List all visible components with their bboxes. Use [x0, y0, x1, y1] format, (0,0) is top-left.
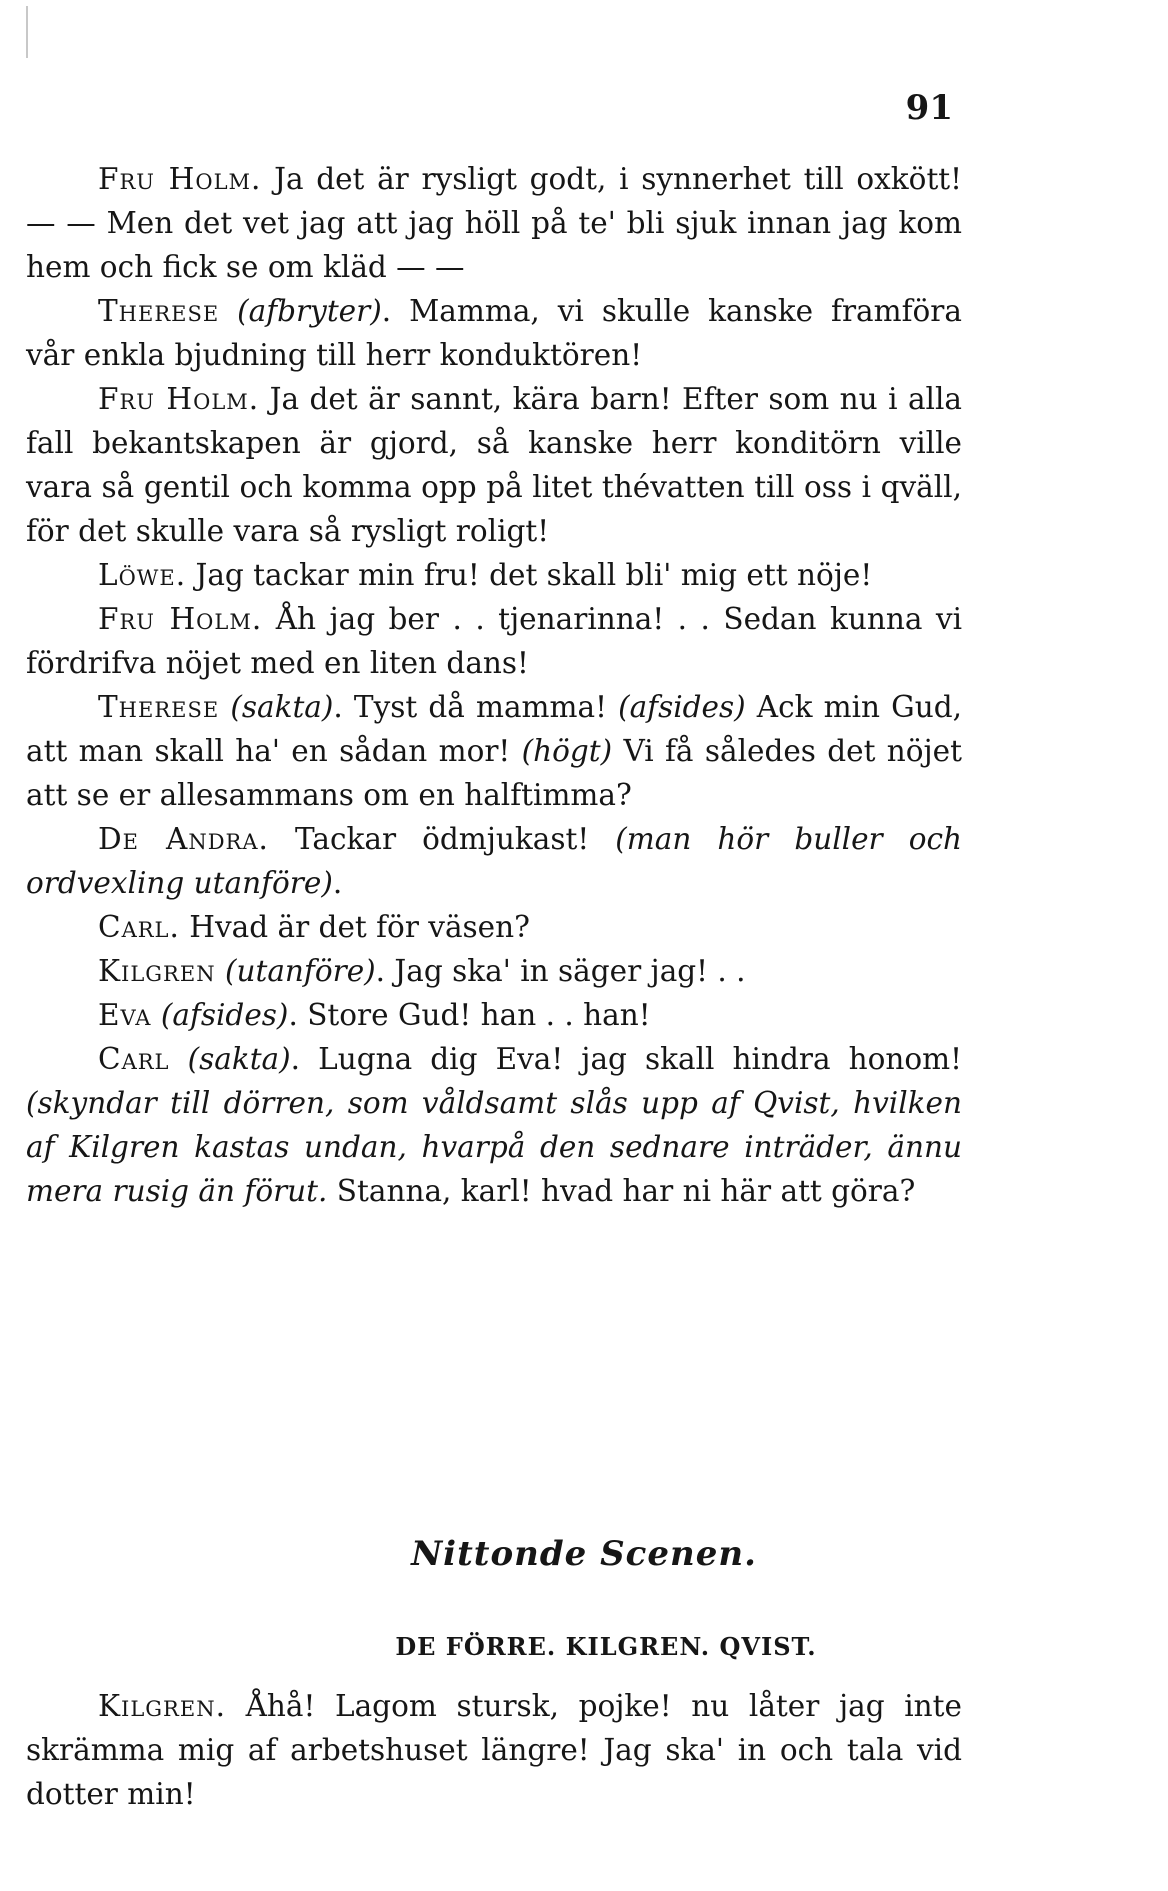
dialogue-paragraph	[26, 1037, 962, 1213]
dialogue-paragraph	[26, 289, 962, 377]
stage-direction: (sakta)	[230, 690, 334, 724]
stage-direction: (afsides)	[618, 690, 746, 724]
scene-title: Nittonde Scenen.	[411, 1534, 757, 1574]
speaker-name: Fru Holm.	[98, 162, 262, 196]
stage-direction: (utanföre)	[224, 954, 376, 988]
speaker-name: Therese	[98, 294, 220, 328]
dialogue-line	[219, 294, 237, 328]
stage-direction: (afsides)	[160, 998, 289, 1032]
dialogue-paragraph	[26, 817, 962, 905]
speaker-name: Fru Holm.	[98, 382, 260, 416]
stage-direction: (afbryter)	[237, 294, 382, 328]
dialogue-line: Ack min Gud, att man skall ha' en sådan mor!	[26, 690, 962, 768]
dialogue-line	[219, 690, 230, 724]
stage-direction: (högt)	[521, 734, 613, 768]
dialogue-paragraph	[26, 597, 962, 685]
speaker-name: Kilgren.	[98, 1689, 226, 1723]
scene-cast-list: DE FÖRRE. KILGREN. QVIST.	[395, 1632, 817, 1661]
speaker-name: Kilgren	[98, 954, 216, 988]
dialogue-paragraph	[26, 377, 962, 553]
dialogue-paragraph	[26, 157, 962, 289]
speaker-name: Löwe.	[98, 558, 187, 592]
stage-direction: (sakta)	[187, 1042, 291, 1076]
dialogue-paragraph	[26, 905, 962, 949]
dialogue-line: Ja det är sannt, kära barn! Efter som nu i alla fall bekantskapen är gjord, så kanske herr konditörn ville vara så gentil och komma opp på litet thévatten till oss i qväll, för det skulle vara så rysligt roligt!	[26, 382, 962, 548]
stage-direction: (skyndar till dörren, som våldsamt slås upp af Qvist, hvilken af Kilgren kastas undan, hvarpå den sednare inträder, ännu mera rusig än förut.	[26, 1086, 962, 1208]
dialogue-line: Åh jag ber . . tjenarinna! . . Sedan kunna vi fördrifva nöjet med en liten dans!	[26, 602, 962, 680]
dialogue-line	[151, 998, 160, 1032]
dialogue-line: Tackar ödmjukast!	[268, 822, 616, 856]
dialogue-line	[216, 954, 225, 988]
scene-heading	[0, 1534, 1168, 1661]
page-number: 91	[905, 88, 953, 128]
dialogue-line: .	[332, 866, 343, 900]
dialogue-paragraph	[26, 553, 962, 597]
dialogue-line: . Store Gud! han . . han!	[288, 998, 651, 1032]
speaker-name: Eva	[98, 998, 152, 1032]
speaker-name: Carl	[98, 1042, 170, 1076]
dialogue-line: Ja det är rysligt godt, i synnerhet till oxkött! — — Men det vet jag att jag höll på te' bli sjuk innan jag kom hem och fick se om kläd — —	[26, 162, 963, 284]
dialogue-paragraph	[26, 1684, 962, 1816]
stage-direction: (man hör buller och ordvexling utanföre)	[26, 822, 962, 900]
dialogue-paragraph	[26, 993, 962, 1037]
dialogue-paragraph	[26, 685, 962, 817]
speaker-name: De Andra.	[98, 822, 269, 856]
dialogue-line: Jag tackar min fru! det skall bli' mig ett nöje!	[186, 558, 873, 592]
dialogue-text-after-scene	[26, 1684, 962, 1816]
speaker-name: Fru Holm.	[98, 602, 263, 636]
dialogue-line: . Tyst då mamma!	[333, 690, 619, 724]
dialogue-line: . Jag ska' in säger jag! . .	[375, 954, 746, 988]
dialogue-paragraph	[26, 949, 962, 993]
margin-mark	[26, 6, 28, 58]
dialogue-line: Åhå! Lagom stursk, pojke! nu låter jag inte skrämma mig af arbetshuset längre! Jag ska' in och tala vid dotter min!	[26, 1689, 962, 1811]
dialogue-line: . Mamma, vi skulle kanske framföra vår enkla bjudning till herr konduktören!	[26, 294, 962, 372]
dialogue-line: . Lugna dig Eva! jag skall hindra honom!	[290, 1042, 962, 1076]
speaker-name: Carl.	[98, 910, 180, 944]
speaker-name: Therese	[98, 690, 220, 724]
dialogue-line: Hvad är det för väsen?	[179, 910, 530, 944]
dialogue-line	[170, 1042, 188, 1076]
dialogue-line: Stanna, karl! hvad har ni här att göra?	[327, 1174, 916, 1208]
dialogue-text	[26, 157, 962, 1213]
dialogue-line: Vi få således det nöjet att se er allesammans om en halftimma?	[26, 734, 962, 812]
